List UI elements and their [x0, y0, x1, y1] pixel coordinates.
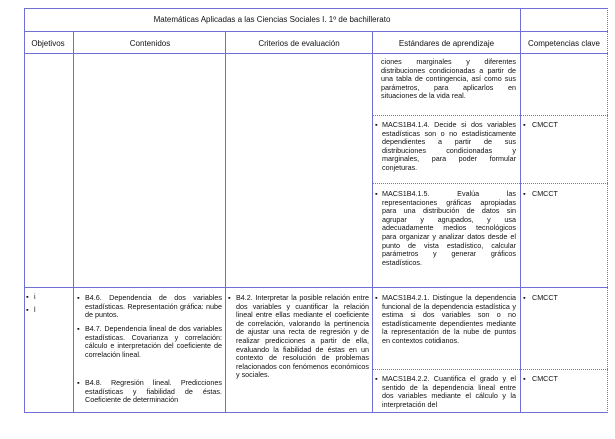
list-bullet: ▪ — [77, 293, 80, 302]
cell-divider — [373, 115, 608, 116]
table-border — [24, 8, 25, 413]
competencia-cmcct: CMCCT — [532, 189, 558, 198]
header-competencias: Competencias clave — [527, 38, 601, 48]
estandar-macs1b4-2-1: MACS1B4.2.1. Distingue la dependencia funcional de la dependencia estadística y estima si dos variables son o no estadísticamente dependientes mediante la representación de la nube de puntos en contextos cotidianos. — [382, 293, 516, 345]
header-objetivos: Objetivos — [31, 38, 65, 48]
list-bullet: ▪ — [77, 324, 80, 333]
estandar-macs1b4-2-2: MACS1B4.2.2. Cuantifica el grado y el sentido de la dependencia lineal entre dos variables mediante el cálculo y la interpretación del — [382, 374, 516, 409]
cell-divider — [373, 369, 608, 370]
competencia-cmcct: CMCCT — [532, 120, 558, 129]
list-bullet: ▪ — [228, 293, 231, 302]
objetivo-item: l — [34, 305, 36, 314]
header-estandares: Estándares de aprendizaje — [398, 38, 495, 48]
competencia-cmcct: CMCCT — [532, 374, 558, 383]
contenido-b4-7: B4.7. Dependencia lineal de dos variables estadísticas. Covarianza y correlación: cálculo e interpretación del coeficiente de correlación lineal. — [85, 324, 222, 359]
list-bullet: ▪ — [375, 120, 378, 129]
table-border — [607, 8, 608, 413]
list-bullet: ▪ — [375, 374, 378, 383]
header-criterios: Criterios de evaluación — [258, 38, 340, 48]
list-bullet: ▪ — [375, 293, 378, 302]
objetivo-item: i — [34, 292, 36, 301]
estandar-continuation: ciones marginales y diferentes distribuciones condicionadas a partir de una tabla de contingencia, así como sus parámetros, para aplicarlos en situaciones de la vida real. — [381, 57, 516, 101]
table-border — [520, 8, 521, 413]
list-bullet: ▪ — [26, 305, 29, 314]
contenido-b4-6: B4.6. Dependencia de dos variables estadísticas. Representación gráfica: nube de puntos. — [85, 293, 222, 320]
estandar-macs1b4-1-5: MACS1B4.1.5. Evalúa las representaciones gráficas apropiadas para una distribución de datos sin agrupar y agrupados, y usa adecuadamente medios tecnológicos para organizar y analizar datos desde el punto de vista estadístico, calcular parámetros y generar gráficos estadísticos. — [382, 189, 516, 267]
table-border — [73, 31, 74, 413]
table-title: Matemáticas Aplicadas a las Ciencias Sociales I. 1º de bachillerato — [153, 14, 391, 24]
list-bullet: ▪ — [523, 189, 526, 198]
estandar-macs1b4-1-4: MACS1B4.1.4. Decide si dos variables estadísticas son o no estadísticamente dependientes a partir de sus distribuciones condicionadas y marginales, para poder formular conjeturas. — [382, 120, 516, 172]
cell-divider — [373, 183, 608, 184]
list-bullet: ▪ — [375, 189, 378, 198]
contenido-b4-8: B4.8. Regresión lineal. Predicciones estadísticas y fiabilidad de éstas. Coeficiente de determinación — [85, 378, 222, 405]
competencia-cmcct: CMCCT — [532, 293, 558, 302]
criterio-b4-2: B4.2. Interpretar la posible relación entre dos variables y cuantificar la relación lineal entre ellas mediante el coeficiente de correlación, valorando la pertinencia de ajustar una recta de regresión y de realizar predicciones a partir de ella, evaluando la fiabilidad de éstas en un contexto de resolución de problemas relacionados con fenómenos económicos y sociales. — [236, 293, 369, 380]
list-bullet: ▪ — [26, 292, 29, 301]
header-contenidos: Contenidos — [129, 38, 171, 48]
table-border — [372, 31, 373, 413]
table-border — [225, 31, 226, 413]
list-bullet: ▪ — [523, 293, 526, 302]
list-bullet: ▪ — [523, 374, 526, 383]
list-bullet: ▪ — [523, 120, 526, 129]
list-bullet: ▪ — [77, 378, 80, 387]
